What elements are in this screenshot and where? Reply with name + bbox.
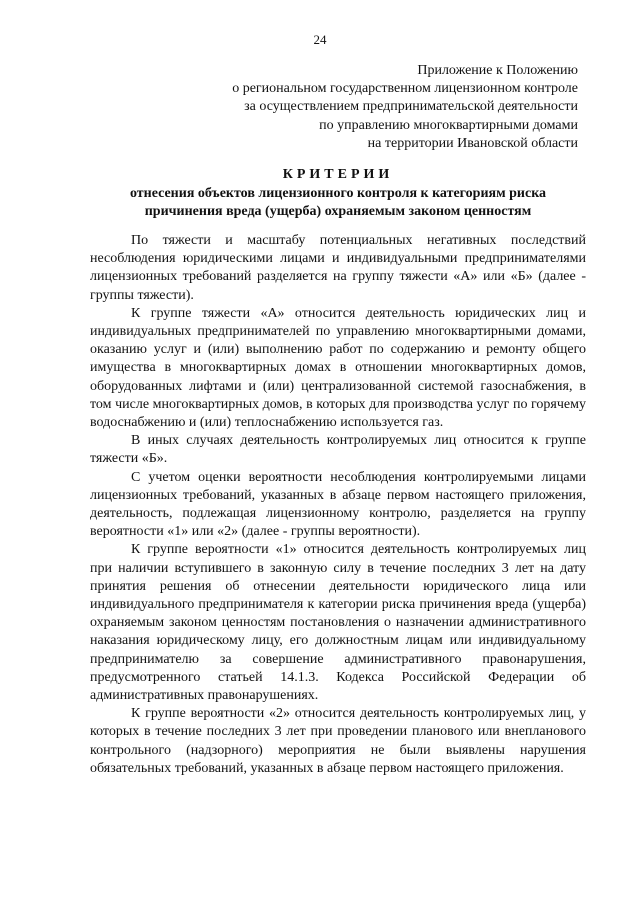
document-title <box>90 166 586 222</box>
page-number: 24 <box>313 32 327 47</box>
document-body <box>90 232 586 778</box>
body-paragraph: По тяжести и масштабу потенциальных негативных последствий несоблюдения юридическими лицами и индивидуальными предпринимателями лицензионных требований разделяется на группу тяжести «А» или «Б» (далее - группы тяжести). <box>90 233 586 303</box>
appendix-header <box>158 62 578 153</box>
title-subtitle-line: причинения вреда (ущерба) охраняемым законом ценностям <box>144 204 532 220</box>
title-subtitle-line: отнесения объектов лицензионного контроля к категориям риска <box>129 186 547 202</box>
appendix-line: Приложение к Положению <box>417 63 578 78</box>
title-main: КРИТЕРИИ <box>282 167 394 182</box>
body-paragraph: К группе тяжести «А» относится деятельность юридических лиц и индивидуальных предпринимателей по управлению многоквартирными домами, оказанию услуг и (или) выполнению работ по содержанию и ремонту общего имущества в многоквартирных домах в отношении многоквартирных домов, оборудованных лифтами и (или) централизованной системой газоснабжения, в том числе многоквартирных домов, в которых для производства услуг по горячему водоснабжению и (или) теплоснабжению используется газ. <box>90 305 586 431</box>
appendix-line: на территории Ивановской области <box>367 135 578 151</box>
appendix-line: за осуществлением предпринимательской деятельности <box>244 99 578 115</box>
body-paragraph: К группе вероятности «1» относится деятельность контролируемых лиц при наличии вступившего в законную силу в течение последних 3 лет на дату принятия решения об отнесении деятельности юридического лица или индивидуального предпринимателя к категории риска причинения вреда (ущерба) охраняемым законом ценностям постановления о назначении административного наказания юридическому лицу, его должностным лицам или индивидуальному предпринимателю за совершение административного правонарушения, предусмотренного статьей 14.1.3. Кодекса Российской Федерации об административных правонарушениях. <box>90 542 586 704</box>
body-paragraph: С учетом оценки вероятности несоблюдения контролируемыми лицами лицензионных требований, указанных в абзаце первом настоящего приложения, деятельность, подлежащая лицензионному контролю, разделяется на группу вероятности «1» или «2» (далее - группы вероятности). <box>90 469 586 540</box>
body-paragraph: В иных случаях деятельность контролируемых лиц относится к группе тяжести «Б». <box>90 433 586 467</box>
body-paragraph: К группе вероятности «2» относится деятельность контролируемых лиц, у которых в течение последних 3 лет при проведении планового или внепланового контрольного (надзорного) мероприятия не были выявлены нарушения обязательных требований, указанных в абзаце первом настоящего приложения. <box>90 706 586 776</box>
appendix-line: о региональном государственном лицензионном контроле <box>232 81 578 97</box>
appendix-line: по управлению многоквартирными домами <box>319 117 578 133</box>
